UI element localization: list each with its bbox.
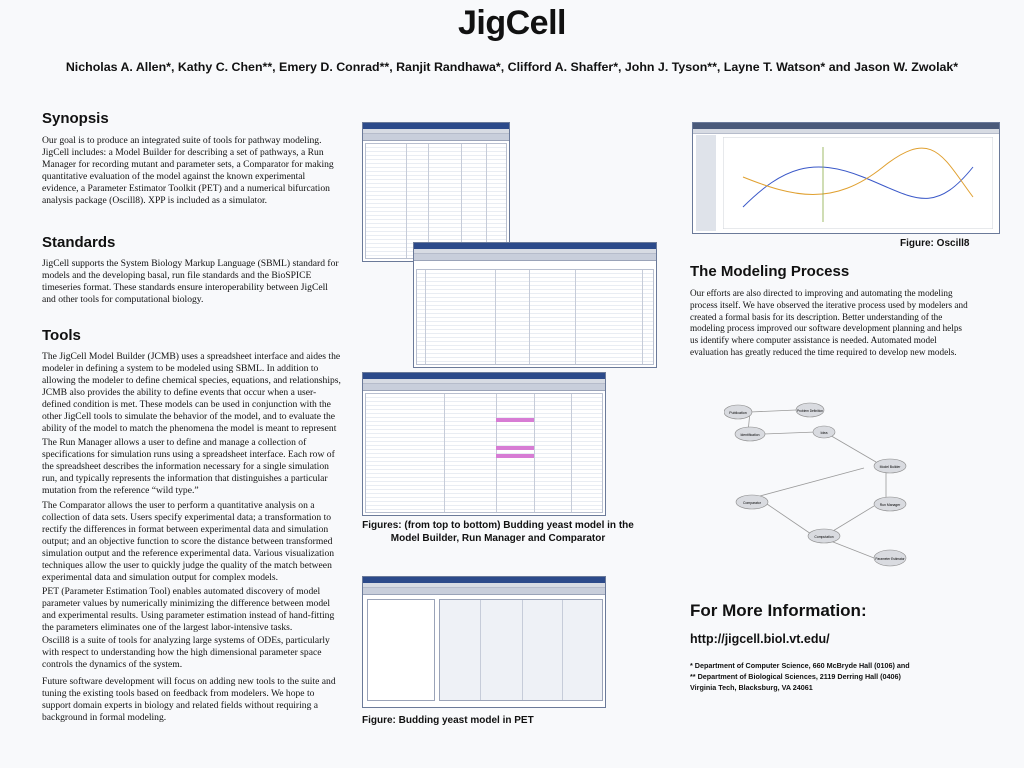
synopsis-heading: Synopsis — [42, 110, 109, 127]
node-comparator-label: Comparator — [743, 501, 761, 505]
pet-caption: Figure: Budding yeast model in PET — [362, 715, 534, 726]
standards-heading: Standards — [42, 234, 116, 251]
modeling-process-diagram — [724, 398, 920, 568]
comparator-screenshot — [362, 372, 606, 516]
pet-screenshot — [362, 576, 606, 708]
model-builder-screenshot — [362, 122, 510, 262]
tools-model-builder-text: The JigCell Model Builder (JCMB) uses a spreadsheet interface and aides the modeler in defining a system to be modeled using SBML. In addition to allowing the modeler to define chemical species, equations, and relationships, JCMB also provides the ability to define events that occur when a user-defined condition is met. These models can be used in conjunction with the other JigCell tools to simulate the behavior of the model, and to evaluate the ability of the model to match the phenomena the model is meant to represent — [42, 351, 341, 434]
project-url-link[interactable]: http://jigcell.biol.vt.edu/ — [690, 632, 830, 646]
trio-caption: Figures: (from top to bottom) Budding yeast model in the Model Builder, Run Manager and Comparator — [362, 520, 634, 544]
tools-run-manager-text: The Run Manager allows a user to define and manage a collection of specifications for simulation runs using a spreadsheet interface. Each row of the spreadsheet describes the information necessary for a single simulation run, and typically represents the information that distinguishes a particular mutation from the reference “wild type.” — [42, 437, 335, 496]
tools-future-text: Future software development will focus on adding new tools to the suite and tuning the existing tools based on feedback from modelers. We hope to support domain experts in biology and related fields without requiring a background in formal modeling. — [42, 676, 336, 723]
run-manager-screenshot — [413, 242, 657, 368]
more-info-heading: For More Information: — [690, 601, 867, 620]
bifurcation-plot — [723, 137, 993, 229]
node-run-manager-label: Run Manager — [879, 503, 901, 507]
modeling-process-text: Our efforts are also directed to improving and automating the modeling process itself. We have observed the iterative process used by modelers and created a formal basis for its description. Better understanding of the modeling process improved our software development planning and helps us identify where computer assistance is needed. Automated model evaluation has greatly reduced the time required to develop new models. — [690, 288, 968, 357]
dept-computer-science: * Department of Computer Science, 660 McBryde Hall (0106) and — [690, 661, 910, 670]
oscill8-caption: Figure: Oscill8 — [900, 238, 970, 249]
node-idea-label: Idea — [820, 431, 828, 435]
standards-text: JigCell supports the System Biology Markup Language (SBML) standard for models and the developing basal, run file standards and the BioSPICE timeseries format. These standards ensure interoperability between JigCell and other tools for computational biology. — [42, 258, 339, 305]
node-identification-label: Identification — [740, 433, 760, 437]
node-model-builder-label: Model Builder — [879, 465, 901, 469]
tools-comparator-text: The Comparator allows the user to perform a quantitative analysis on a collection of data sets. Users specify experimental data; a transformation to rectify the differences in format between experimental data and simulation output; and an objective function to score the distance between transformed simulation output and the reference experimental data. Various visualization techniques allow the user to quickly judge the quality of the match between experimental data and simulation output for complex models. — [42, 500, 335, 583]
node-computation-label: Computation — [814, 535, 834, 539]
tools-heading: Tools — [42, 327, 81, 344]
poster-title: JigCell — [458, 4, 566, 42]
university-address: Virginia Tech, Blacksburg, VA 24061 — [690, 683, 813, 692]
dept-biological-sciences: ** Department of Biological Sciences, 2119 Derring Hall (0406) — [690, 672, 901, 681]
modeling-process-heading: The Modeling Process — [690, 263, 850, 280]
node-publication-label: Publication — [729, 411, 747, 415]
tools-pet-text: PET (Parameter Estimation Tool) enables automated discovery of model parameter values by numerically minimizing the difference between model and experimental results. Using parameter estimation instead of hand-fitting the parameters eliminates one of the largest labor-intensive tasks. — [42, 586, 335, 633]
node-parameter-estimator-label: Parameter Estimator — [875, 557, 905, 561]
synopsis-text: Our goal is to produce an integrated suite of tools for pathway modeling. JigCell includes: a Model Builder for describing a set of pathways, a Run Manager for recording mutant and parameter sets, a Comparator for making quantitative evaluation of the model against the known experimental evidence, a Parameter Estimator Toolkit (PET) and a numerical bifurcation analysis package (Oscill8). XPP is included as a simulator. — [42, 135, 334, 206]
tools-oscill8-text: Oscill8 is a suite of tools for analyzing large systems of ODEs, particularly with respect to understanding how the high dimensional parameter space controls the dynamics of the system. — [42, 635, 330, 670]
node-problem-definition-label: Problem Definition — [796, 409, 824, 413]
author-list: Nicholas A. Allen*, Kathy C. Chen**, Emery D. Conrad**, Ranjit Randhawa*, Clifford A. Shaffer*, John J. Tyson**, Layne T. Watson* and Jason W. Zwolak* — [65, 60, 959, 74]
oscill8-screenshot — [692, 122, 1000, 234]
